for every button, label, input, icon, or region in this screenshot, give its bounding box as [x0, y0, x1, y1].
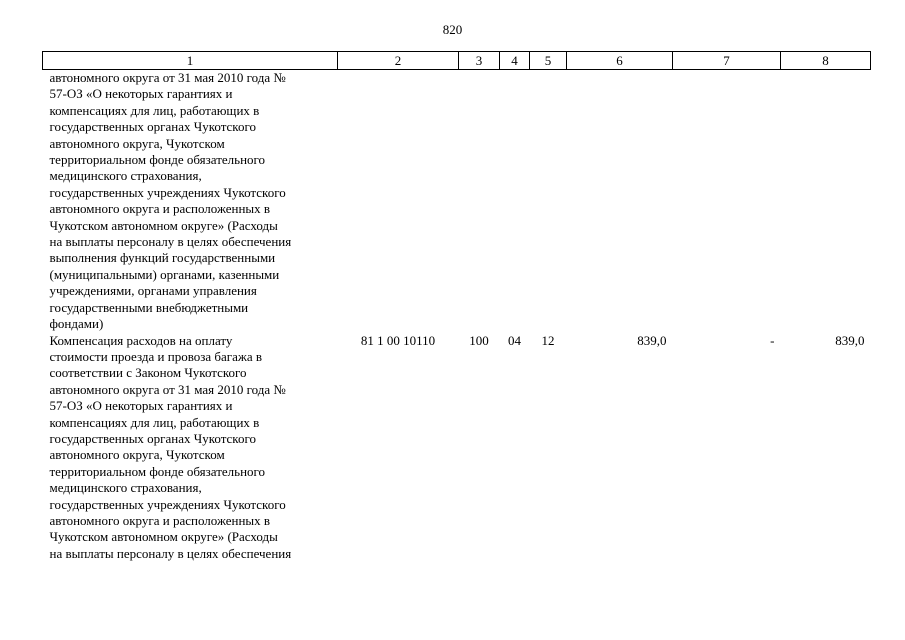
- expense-name-line: медицинского страхования,: [49, 168, 202, 184]
- expense-name-line: стоимости проезда и провоза багажа в: [49, 348, 263, 364]
- expense-name-line: компенсациях для лиц, работающих в: [49, 414, 260, 430]
- expense-name-line: 57-ОЗ «О некоторых гарантиях и: [49, 86, 233, 102]
- expense-name-line: автономного округа и расположенных в: [49, 201, 271, 217]
- column-header-2: 2: [338, 52, 459, 70]
- amount-change-cell: [673, 70, 781, 333]
- expense-name-line: Компенсация расходов на оплату: [49, 332, 233, 348]
- expense-name-line: территориальном фонде обязательного: [49, 152, 266, 168]
- expense-name-line: выполнения функций государственными: [49, 250, 276, 266]
- amount-change-cell: -: [770, 332, 775, 348]
- expense-type-code-cell: [459, 70, 500, 333]
- amount-approved-cell: 839,0: [637, 332, 667, 348]
- budget-classification-code-cell: 81 1 00 10110: [360, 332, 436, 348]
- expense-name-line: государственных учреждениях Чукотского: [49, 496, 286, 512]
- column-header-8: 8: [781, 52, 871, 70]
- expense-name-line: Чукотском автономном округе» (Расходы: [49, 529, 278, 545]
- expense-name-line: на выплаты персоналу в целях обеспечения: [49, 234, 292, 250]
- expense-name-line: (муниципальными) органами, казенными: [49, 266, 280, 282]
- expense-name-line: автономного округа от 31 мая 2010 года №: [49, 381, 286, 397]
- table-header-row: [43, 52, 871, 70]
- column-header-3: 3: [459, 52, 500, 70]
- expense-name-line: государственных учреждениях Чукотского: [49, 184, 286, 200]
- column-header-1: 1: [43, 52, 338, 70]
- expense-name-line: 57-ОЗ «О некоторых гарантиях и: [49, 398, 233, 414]
- expense-name-cell: [43, 333, 338, 563]
- expense-name-line: государственными внебюджетными: [49, 299, 249, 315]
- expense-name-line: автономного округа и расположенных в: [49, 512, 271, 528]
- expense-name-cell: [43, 70, 338, 333]
- table-row: [43, 333, 871, 563]
- page-number: 820: [442, 22, 463, 37]
- section-code-cell: 04: [508, 332, 521, 348]
- table-row: [43, 70, 871, 333]
- expense-name-line: медицинского страхования,: [49, 480, 202, 496]
- column-header-7: 7: [673, 52, 781, 70]
- expense-name-line: государственных органах Чукотского: [49, 430, 256, 446]
- amount-approved-cell: [567, 70, 673, 333]
- expense-name-line: автономного округа, Чукотском: [49, 135, 225, 151]
- expense-type-code-cell: 100: [469, 332, 489, 348]
- section-code-cell: [500, 70, 530, 333]
- amount-new-cell: [781, 70, 871, 333]
- expense-name-line: автономного округа от 31 мая 2010 года №: [49, 70, 286, 85]
- expense-name-line: автономного округа, Чукотском: [49, 447, 225, 463]
- subsection-code-cell: 12: [541, 332, 555, 348]
- expense-name-line: Чукотском автономном округе» (Расходы: [49, 217, 278, 233]
- column-header-5: 5: [530, 52, 567, 70]
- expense-name-line: на выплаты персоналу в целях обеспечения: [49, 545, 292, 561]
- expense-name-line: учреждениями, органами управления: [49, 283, 257, 299]
- expense-name-line: фондами): [49, 316, 104, 332]
- expense-name-line: государственных органах Чукотского: [49, 119, 256, 135]
- expense-name-line: компенсациях для лиц, работающих в: [49, 102, 260, 118]
- column-header-4: 4: [500, 52, 530, 70]
- column-header-6: 6: [567, 52, 673, 70]
- amount-new-cell: 839,0: [835, 332, 865, 348]
- subsection-code-cell: [530, 70, 567, 333]
- budget-classification-code-cell: [338, 70, 459, 333]
- expense-name-line: территориальном фонде обязательного: [49, 463, 266, 479]
- table-body: [43, 70, 871, 563]
- expense-name-line: соответствии с Законом Чукотского: [49, 365, 247, 381]
- budget-table: [42, 51, 871, 562]
